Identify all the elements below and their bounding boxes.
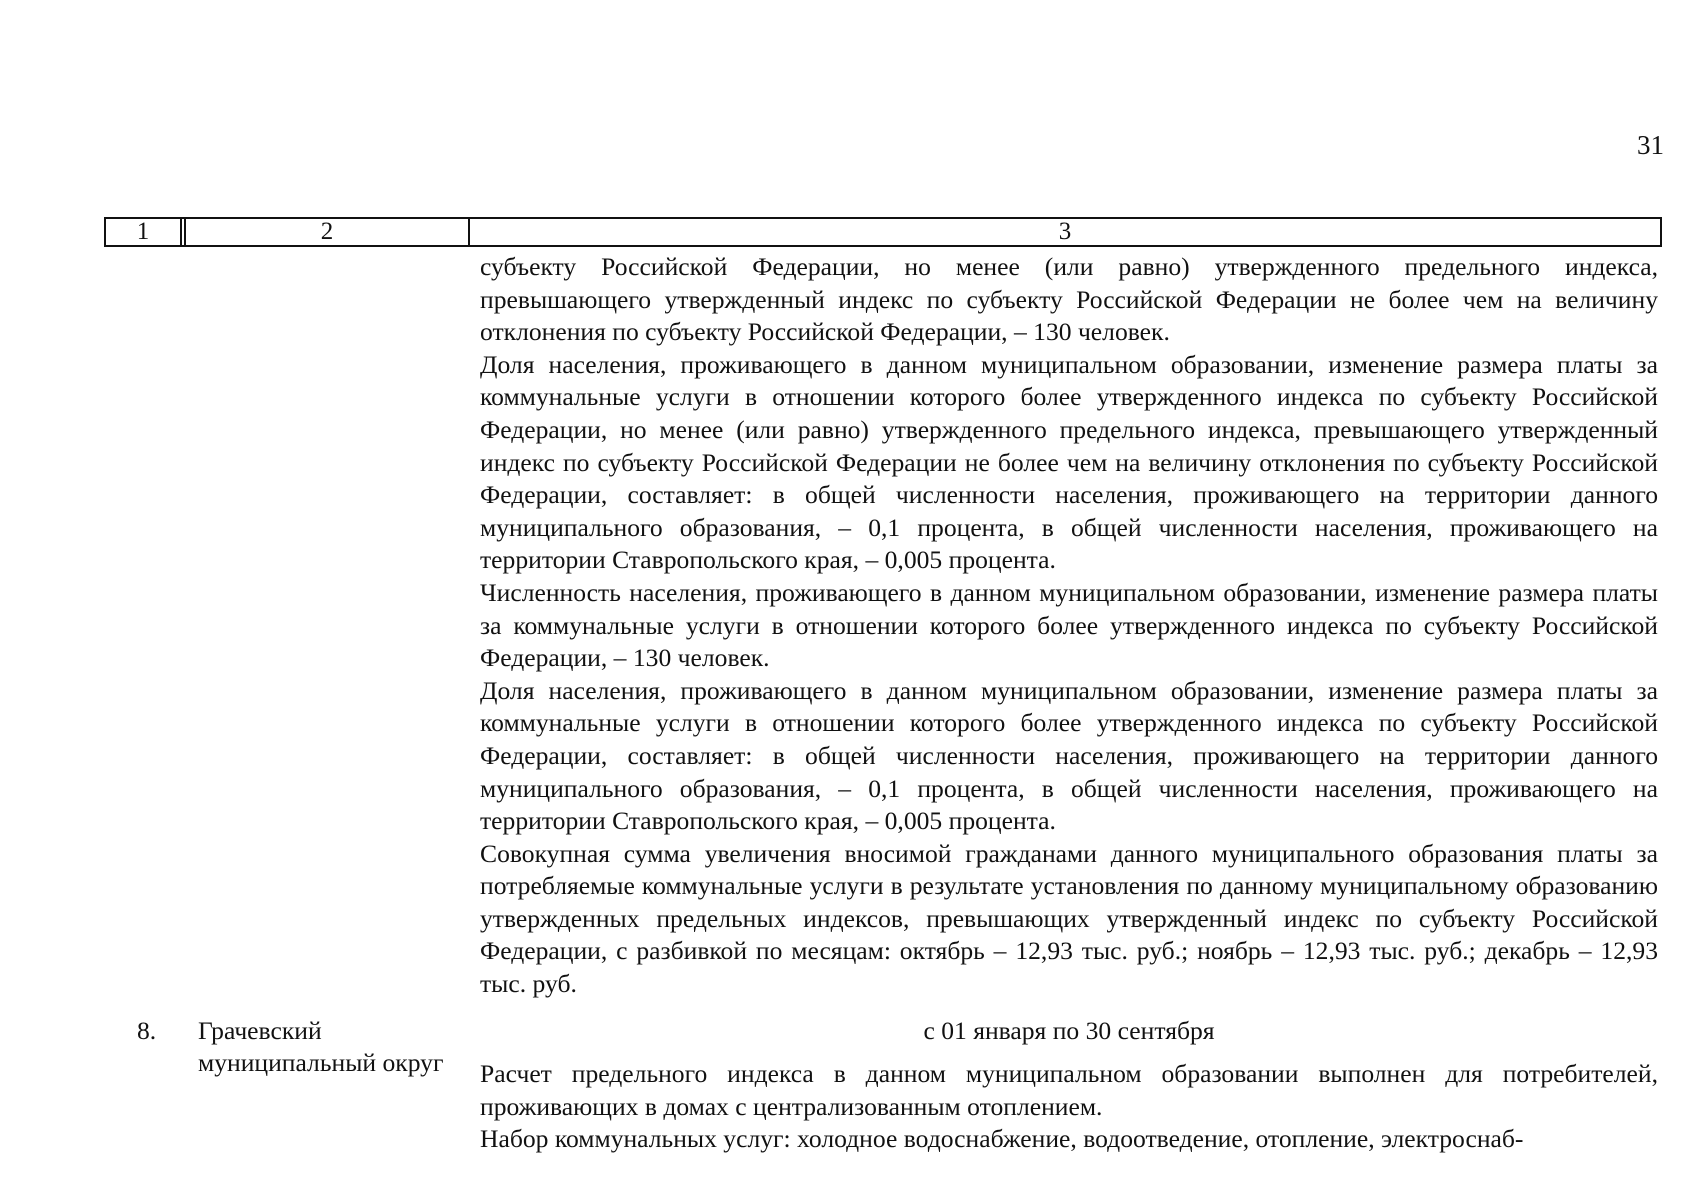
period-heading: с 01 января по 30 сентября — [923, 1016, 1215, 1045]
paragraph: субъекту Российской Федерации, но менее (или равно) утвержденного предельного индекса, превышающего утвержденный индекс по субъекту Российской Федерации не более чем на величину отклонения по субъекту Российской Федерации, – 130 человек. — [480, 252, 1658, 347]
paragraph: Расчет предельного индекса в данном муниципальном образовании выполнен для потребителей, проживающих в домах с централизованным отоплением. — [480, 1059, 1658, 1121]
paragraph: Совокупная сумма увеличения вносимой гражданами данного муниципального образования платы за потребляемые коммунальные услуги в результате установления по данному муниципальному образованию утвержденных предельных индексов, превышающих утвержденный индекс по субъекту Российской Федерации, с разбивкой по месяцам: октябрь – 12,93 тыс. руб.; ноябрь – 12,93 тыс. руб.; декабрь – 12,93 тыс. руб. — [480, 838, 1658, 999]
table-header — [104, 217, 1662, 247]
paragraph: Набор коммунальных услуг: холодное водоснабжение, водоотведение, отопление, электроснаб- — [480, 1124, 1524, 1154]
table-header-col-1: 1 — [106, 219, 182, 245]
table-header-col-2: 2 — [186, 219, 470, 245]
row-8-text — [480, 1058, 1658, 1156]
row-number: 8. — [137, 1016, 157, 1045]
municipality-name: Грачевский муниципальный округ — [198, 1016, 444, 1077]
continuation-text — [480, 251, 1658, 1001]
paragraph: Доля населения, проживающего в данном муниципальном образовании, изменение размера платы за коммунальные услуги в отношении которого более утвержденного индекса по субъекту Российской Федерации, составляет: в общей численности населения, проживающего на территории данного муниципального образования, – 0,1 процента, в общей численности населения, проживающего на территории Ставропольского края, – 0,005 процента. — [480, 675, 1658, 836]
table-header-col-3: 3 — [1058, 218, 1072, 245]
paragraph: Доля населения, проживающего в данном муниципальном образовании, изменение размера платы за коммунальные услуги в отношении которого более утвержденного индекса по субъекту Российской Федерации, но менее (или равно) утвержденного предельного индекса, превышающего утвержденный индекс по субъекту Российской Федерации не более чем на величину отклонения по субъекту Российской Федерации, составляет: в общей численности населения, проживающего на территории данного муниципального образования, – 0,1 процента, в общей численности населения, проживающего на территории Ставропольского края, – 0,005 процента. — [480, 349, 1658, 575]
paragraph: Численность населения, проживающего в данном муниципальном образовании, изменение размера платы за коммунальные услуги в отношении которого более утвержденного индекса по субъекту Российской Федерации, – 130 человек. — [480, 577, 1658, 673]
page-number: 31 — [1637, 130, 1664, 160]
